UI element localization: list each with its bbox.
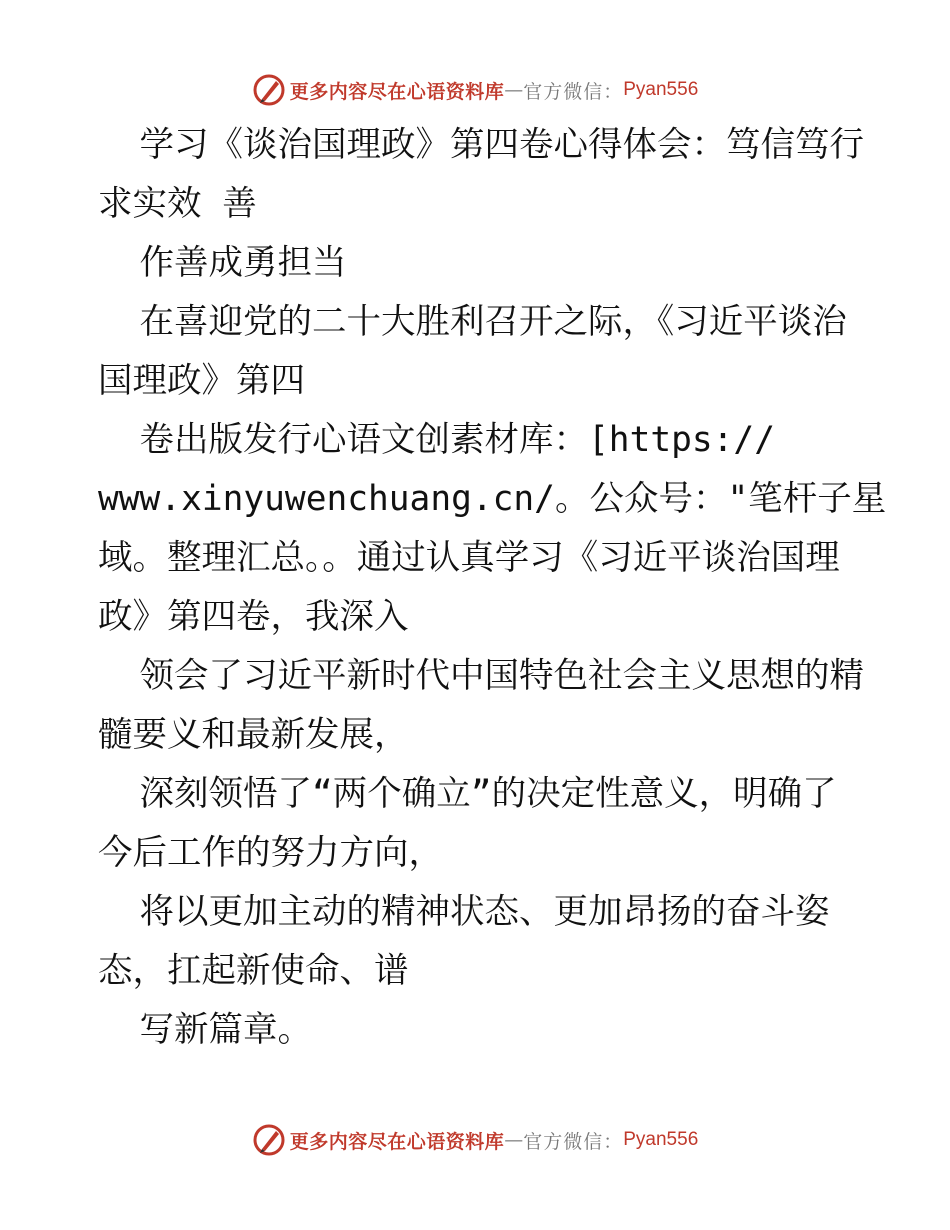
text-line: 深刻领悟了“两个确立”的决定性意义，明确了 bbox=[98, 774, 837, 814]
text-line: www.xinyuwenchuang.cn/。公众号："笔杆子星 bbox=[98, 479, 887, 519]
text-line: 领会了习近平新时代中国特色社会主义思想的精 bbox=[98, 656, 865, 696]
text-line: 域。整理汇总。。通过认真学习《习近平谈治国理 bbox=[98, 538, 840, 578]
banner-sub-text: 官方微信： bbox=[523, 80, 624, 103]
text-line: 政》第四卷，我深入 bbox=[98, 597, 409, 637]
banner-main-text: 更多内容尽在心语资料库 bbox=[289, 80, 505, 103]
footer-banner bbox=[0, 1120, 950, 1160]
text-line: 写新篇章。 bbox=[98, 1010, 313, 1050]
banner-main-text: 更多内容尽在心语资料库 bbox=[289, 1130, 505, 1153]
text-line: 作善成勇担当 bbox=[98, 243, 347, 283]
banner-wechat-id: Pyan556 bbox=[623, 79, 699, 100]
text-line: 髓要义和最新发展， bbox=[98, 715, 409, 755]
banner-dash: — bbox=[504, 1129, 524, 1151]
banner-wechat-id: Pyan556 bbox=[623, 1129, 699, 1150]
text-line: 卷出版发行心语文创素材库：[https:// bbox=[98, 420, 775, 460]
banner-sub-text: 官方微信： bbox=[523, 1130, 624, 1153]
text-line: 国理政》第四 bbox=[98, 361, 305, 401]
banner-dash: — bbox=[504, 79, 524, 101]
text-line: 态，扛起新使命、谱 bbox=[98, 951, 409, 991]
document-body bbox=[98, 116, 887, 1060]
text-line: 将以更加主动的精神状态、更加昂扬的奋斗姿 bbox=[98, 892, 830, 932]
text-line: 今后工作的努力方向， bbox=[98, 833, 443, 873]
text-line: 学习《谈治国理政》第四卷心得体会：笃信笃行 bbox=[98, 125, 865, 165]
text-line: 在喜迎党的二十大胜利召开之际，《习近平谈治 bbox=[98, 302, 847, 342]
header-banner bbox=[0, 70, 950, 110]
pen-logo-icon bbox=[252, 73, 286, 107]
text-line: 求实效 善 bbox=[98, 184, 257, 224]
pen-logo-icon bbox=[252, 1123, 286, 1157]
